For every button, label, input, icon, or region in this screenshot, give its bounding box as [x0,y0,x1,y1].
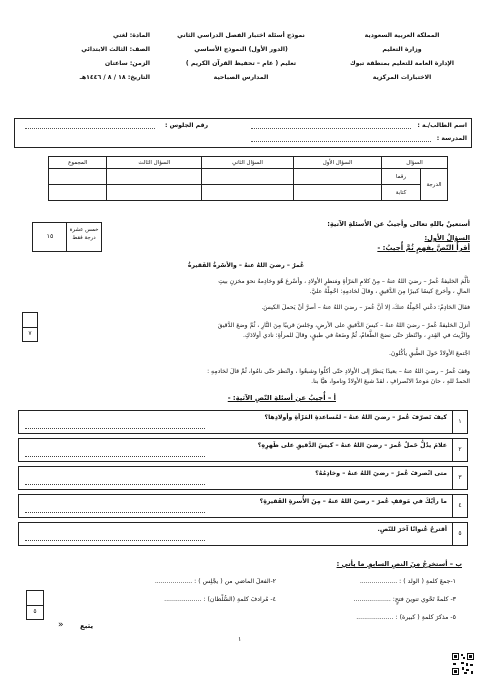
answer-field[interactable] [25,484,205,485]
score-header: السؤال الأول [293,157,381,169]
answer-field[interactable] [25,428,205,429]
score-cell[interactable] [107,169,202,185]
grade-row-words: كتابة [382,185,421,201]
part-b-score-value: ٥ [33,608,37,615]
q1-score-number: ١٥ [46,233,54,240]
header-center-line: تعليم ( عام – تحفيظ القرآن الكريم ) [185,60,297,67]
score-cell[interactable] [293,185,381,201]
score-header: المجموع [49,157,107,169]
header-left-line: الزمن: ساعتان [104,60,150,67]
side-mark-box [22,312,38,342]
question-number: ٣ [452,467,467,489]
score-cell[interactable] [293,169,381,185]
question-number: ٤ [452,495,467,517]
question-number: ٢ [452,439,467,461]
answer-field[interactable] [25,456,205,457]
q1-title: السؤالُ الأول: [424,234,470,242]
passage-line: فقالَ الخادِمُ: دعْني أحْمِلْهُ عنكَ، إلا أنَّ عُمرَ – رضيَ اللهُ عنهُ – أصرَّ أنْ يَحملَ الكيسَ. [261,304,470,311]
question-text: علامَ يدُلُّ حَملُ عُمرَ – رضيَ اللهُ عنهُ – كيسَ الدَّقيقِ على ظَهرِهِ؟ [257,442,447,449]
part-b-score-box [26,590,44,620]
part-b-item: ٣- كلمةً تَحْوي تنوينَ فتحٍ: ................... [353,596,456,603]
question-text: أقترحُ عُنوانًا آخرَ للنّصِ. [377,526,447,533]
grade-label: الدرجة [421,169,448,201]
question-text: ما رأيُكَ في مَوقفِ عُمرَ – رضيَ اللهُ عنهُ – مِنَ الأُسرةِ الفَقيرةِ؟ [259,498,447,505]
passage-line: المالِ ، وأخرجَ كيسًا كبيرًا مِنَ الدَّقيقِ ، وقالَ لخادمِهِ: احْمِلْهُ عليَّ. [309,288,470,295]
score-cell[interactable] [202,185,294,201]
header-right-line: وزارة التعليم [382,46,422,53]
question-row-2 [18,438,468,462]
question-text: كيفَ تَصرّفَ عُمرُ – رضيَ اللهُ عنهُ – لمُساعدةِ المَرْأةِ وأولادِها؟ [264,414,447,421]
seat-number-field[interactable] [25,128,155,129]
student-name-label: اسم الطالب/ـة : [417,122,467,129]
school-field[interactable] [251,141,431,142]
question-number: ٥ [452,523,467,545]
header-center-line: المدارس الصباحية [213,74,269,81]
part-b-item: ٥- مذكرَ كلمةِ ( كبيرة) : ................... [356,614,456,621]
header-right-line: المملكة العربية السعودية [364,32,440,39]
score-cell[interactable] [49,169,107,185]
score-header: السؤال الثاني [202,157,294,169]
seat-number-label: رقم الجلوس : [165,122,209,129]
passage-line: اجْتمعَ الأولادُ حَولَ الطَّبقِ يأكُلونَ. [389,350,470,357]
header-left-line: التاريخ: ١٨ / ٨ / ١٤٤٦هـ [79,74,150,81]
header-left-line: المادة: لغتي [113,32,150,39]
q1-subtitle: أقرأُ النّصَّ بفهمٍ ثُمَّ أُجيبُ: - [377,244,470,252]
score-header: السؤال [382,157,448,169]
page-number: ١ [238,636,242,643]
side-mark-value: ٧ [28,330,32,337]
q1-score-box [32,222,102,252]
passage-line: أنزلَ الخليفةُ عُمرُ – رضيَ اللهُ عنهُ – كيسَ الدَّقيقِ على الأرضِ، وجَلسَ قريبًا مِنَ النَّارِ ، ثُمَّ وضعَ الدَّقيقَ [217,322,470,329]
header-right-line: الاختبارات المركزية [372,74,432,81]
passage-line: تألَّمَ الخليفةُ عُمرُ – رضيَ اللهُ عنهُ – مِنْ كلامِ المَرْأةِ ومَنظرِ الأولادِ ، وأسْرعَ هُوَ وخادِمهُ نحوَ مخزنِ بيتِ [218,278,470,285]
answer-field[interactable] [25,512,205,513]
side-mark-divider [23,327,37,328]
school-label: المدرسة : [436,135,467,142]
header-center-line: نموذج أسئلة اختبار الفصل الدراسي الثاني [177,32,305,39]
part-b-item: ٢-الفعلَ الماضي من ( يجْلِس ) : ................... [154,578,276,585]
header-right [332,32,472,82]
question-row-4 [18,494,468,518]
passage-line: والزَّيتَ في القِدرِ ، وانْتَظرَ حتّى نضجَ الطَّعامُ، ثُمَّ وضَعهُ في طبقٍ، وقالَ للمرأةِ: نادي أولادَكِ. [242,332,470,339]
passage-line: وقفَ عُمرُ – رضيَ اللهُ عنهُ – بعيدًا يَنظرُ إلى الأولادِ حتّى أكلُوا وشبعُوا ، وانْتظرَ حتّى نامُوا، ثُمَّ قالَ لخادمِهِ : [207,368,470,375]
score-cell[interactable] [49,185,107,201]
question-row-1 [18,410,468,434]
q1-score-words-1: خمس عشرة [69,227,99,233]
part-b-item: ٤- مُرادفَ كلمةِ (السُّلْطان) : ................... [164,596,276,603]
question-row-5 [18,522,468,546]
q1-score-words [66,223,101,251]
answer-field[interactable] [25,540,205,541]
q1-score-words-2: درجة فقط [72,235,96,241]
student-name-field[interactable] [251,128,411,129]
student-info-box [14,118,472,148]
score-table [48,156,448,201]
part-b-title: ب – أستخرجُ مِنَ النصِ السابقِ ما يأتي : [336,560,462,568]
question-number: ١ [452,411,467,433]
part-b-item: ١-جمعَ كلمةِ ( الولد ) : ................... [359,578,456,585]
passage-line: الحمدُ للهِ ، حانَ مَوعدُ الانْصرافِ ، لقدْ شبعَ الأولادُ وناموا، هيَّا بنا. [311,378,470,385]
passage-title: عُمرُ – رضيَ اللهُ عنهُ – والأسْرةُ الفَقيرةُ [187,262,305,269]
question-text: متى انْصرفَ عُمرُ – رضيَ اللهُ عنهُ – وخادِمُهُ؟ [315,470,447,477]
score-cell[interactable] [202,169,294,185]
question-row-3 [18,466,468,490]
grade-row-digits: رقما [382,169,421,185]
part-a-title: أ – أُجيبُ عن أسئلةِ النّصِ الآتيةِ: - [227,394,336,402]
exam-page [8,30,476,670]
header-left-line: الصف: الثالث الابتدائي [81,46,150,53]
part-b-score-divider [27,605,43,606]
score-header: السؤال الثالث [107,157,202,169]
header-center [166,32,316,82]
qr-code-icon [451,652,475,676]
score-cell[interactable] [107,185,202,201]
double-arrow-icon: « [58,620,64,630]
header-center-line: (الدور الأول) النموذج الأساسي [194,46,288,53]
header-left [20,32,150,82]
header-right-line: الإدارة العامة للتعليم بمنطقة تبوك [349,60,455,67]
next-page-label: يتبع [80,622,94,630]
exam-intro: أستعينُ باللهِ تعالى وأجيبُ عن الأسئلةِ الآتيةِ: [327,220,470,228]
